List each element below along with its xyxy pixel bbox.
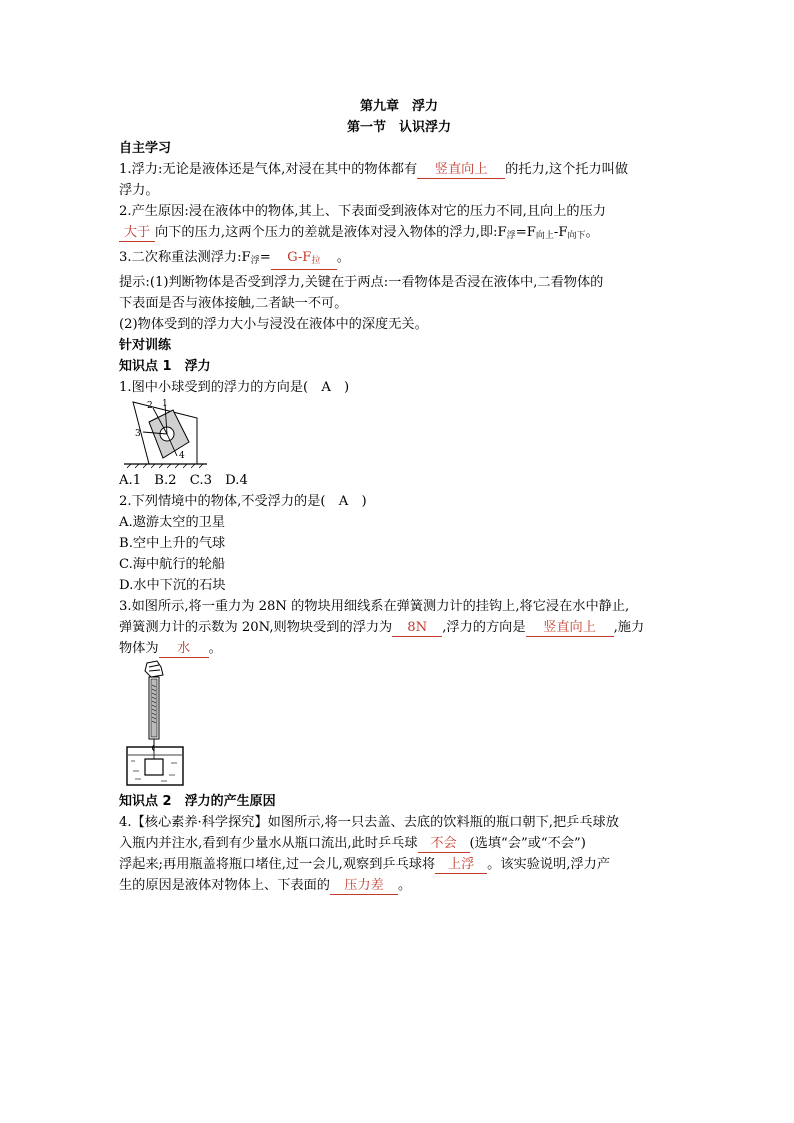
answer-blank: 竖直向上 bbox=[526, 620, 614, 637]
self-study-heading: 自主学习 bbox=[119, 141, 172, 156]
practice-heading: 针对训练 bbox=[119, 338, 172, 353]
arrow-label-2: 2 bbox=[147, 401, 153, 411]
question-3-line-2: 弹簧测力计的示数为 20N,则物块受到的浮力为 8N ,浮力的方向是 竖直向上 ,施力 bbox=[119, 620, 645, 635]
self-study-item-3: 3.二次称重法测浮力$:F_浮= G-F_拉$ 。 bbox=[119, 247, 679, 272]
section-title: 第一节 认识浮力 bbox=[346, 120, 451, 135]
question-3-line-3: 物体为 水 。 bbox=[119, 641, 222, 656]
answer-blank: 上浮 bbox=[435, 857, 487, 874]
answer-blank: 水 bbox=[159, 641, 209, 658]
tip-line-3: (2)物体受到的浮力大小与浸没在液体中的深度无关。 bbox=[119, 317, 428, 332]
question-2: 2.下列情境中的物体,不受浮力的是( A ) bbox=[119, 494, 367, 509]
arrow-label-3: 3 bbox=[135, 429, 141, 439]
question-1: 1.图中小球受到的浮力的方向是( A ) bbox=[119, 380, 350, 395]
knowledge-point-2: 知识点 2 浮力的产生原因 bbox=[119, 794, 276, 809]
question-2-option-c: C.海中航行的轮船 bbox=[119, 557, 226, 572]
chapter-title: 第九章 浮力 bbox=[359, 99, 438, 114]
question-4-line-4: 生的原因是液体对物体上、下表面的 压力差 。 bbox=[119, 878, 412, 893]
question-2-option-b: B.空中上升的气球 bbox=[119, 536, 226, 551]
answer-blank: $G-F_拉$ bbox=[271, 250, 337, 270]
spring-scale-beaker-figure bbox=[121, 659, 191, 789]
question-2-option-a: A.遨游太空的卫星 bbox=[119, 515, 226, 530]
self-study-item-1: 1.浮力:无论是液体还是气体,对浸在其中的物体都有 竖直向上 的托力,这个托力叫做 bbox=[119, 162, 629, 177]
arrow-label-1: 1 bbox=[162, 399, 168, 409]
answer-blank: 不会 bbox=[418, 836, 470, 853]
question-4-line-2: 入瓶内并注水,看到有少量水从瓶口流出,此时乒乓球 不会 (选填“会”或“不会”) bbox=[119, 836, 586, 851]
self-study-item-2: 2.产生原因:浸在液体中的物体,其上、下表面受到液体对它的压力不同,且向上的压力 bbox=[119, 204, 606, 219]
tip-line-2: 下表面是否与液体接触,二者缺一不可。 bbox=[119, 296, 348, 311]
question-1-options: A.1 B.2 C.3 D.4 bbox=[119, 473, 248, 488]
question-3-line-1: 3.如图所示,将一重力为 28N 的物块用细线系在弹簧测力计的挂钩上,将它浸在水中静止, bbox=[119, 599, 630, 614]
question-4-line-1: 4.【核心素养·科学探究】如图所示,将一只去盖、去底的饮料瓶的瓶口朝下,把乒乓球放 bbox=[119, 815, 619, 830]
answer-blank: 竖直向上 bbox=[417, 162, 505, 179]
arrow-label-4: 4 bbox=[179, 451, 185, 461]
knowledge-point-1: 知识点 1 浮力 bbox=[119, 359, 211, 374]
hand-icon bbox=[145, 661, 163, 677]
answer-blank: 8N bbox=[392, 620, 442, 637]
worksheet-page bbox=[119, 96, 679, 896]
incline-ball-figure bbox=[119, 398, 209, 470]
self-study-item-2-cont: 大于 向下的压力,这两个压力的差就是液体对浸入物体的浮力,即$:F_浮=F_{向上}-F_{向下}$。 bbox=[119, 222, 679, 247]
question-2-option-d: D.水中下沉的石块 bbox=[119, 578, 226, 593]
tip-line-1: 提示:(1)判断物体是否受到浮力,关键在于两点:一看物体是否浸在液体中,二看物体的 bbox=[119, 275, 604, 290]
block bbox=[145, 759, 163, 775]
answer-blank: 压力差 bbox=[330, 878, 398, 895]
question-4-line-3: 浮起来;再用瓶盖将瓶口堵住,过一会儿,观察到乒乓球将 上浮 。该实验说明,浮力产 bbox=[119, 857, 611, 872]
answer-blank: 大于 bbox=[119, 225, 155, 242]
self-study-item-1-cont: 浮力。 bbox=[119, 183, 159, 198]
